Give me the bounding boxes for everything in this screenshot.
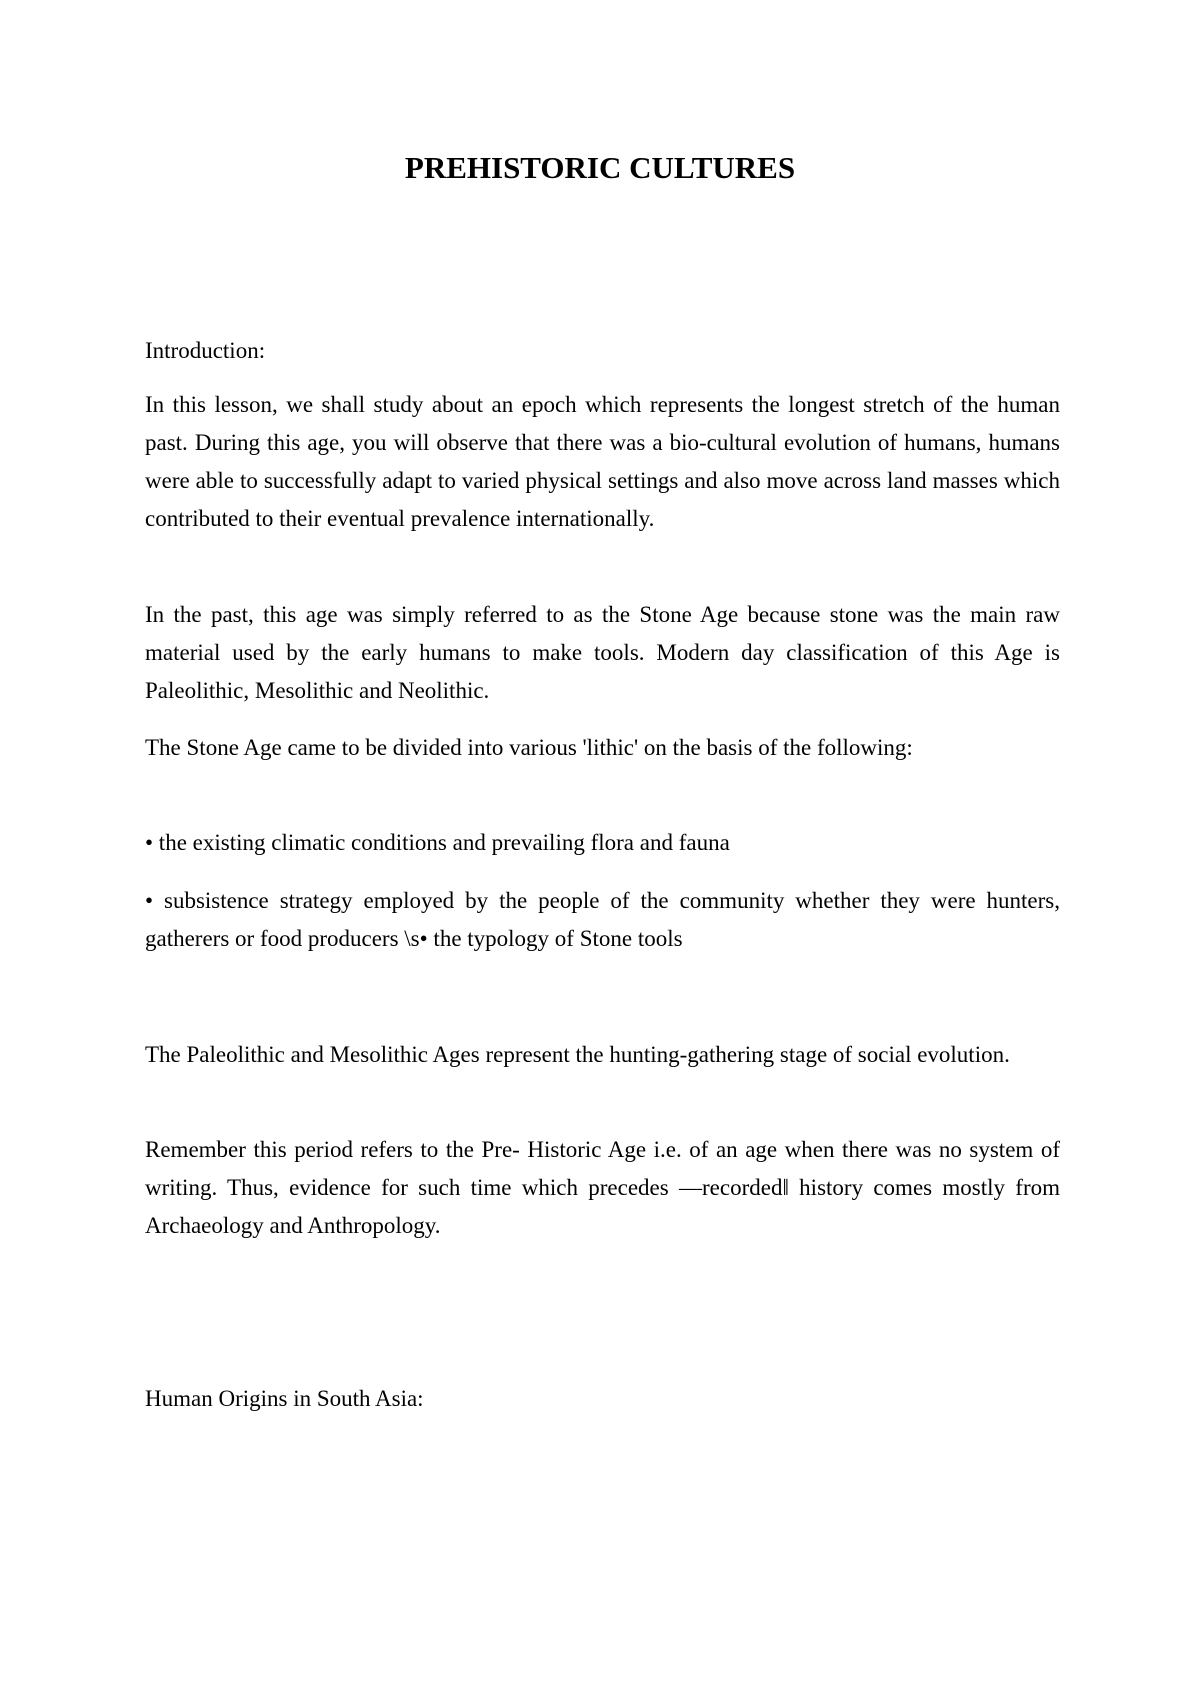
paragraph-hunting-gathering: The Paleolithic and Mesolithic Ages represent the hunting-gathering stage of social evolution. [145, 1042, 1010, 1067]
introduction-heading: Introduction: [145, 338, 266, 363]
paragraph-epoch: In this lesson, we shall study about an epoch which represents the longest stretch of the human past. During this age, you will observe that there was a bio-cultural evolution of humans, humans were able to successfully adapt to varied physical settings and also move across land masses which contributed to their eventual prevalence internationally. [145, 392, 1060, 531]
paragraph-prehistoric-age: Remember this period refers to the Pre- Historic Age i.e. of an age when there was no system of writing. Thus, evidence for such time which precedes —recorded‖ history comes mostly from Archaeology and Anthropology. [145, 1137, 1060, 1238]
bullet-climatic-conditions: • the existing climatic conditions and prevailing flora and fauna [145, 830, 730, 855]
paragraph-lithic-division: The Stone Age came to be divided into various 'lithic' on the basis of the following: [145, 735, 913, 760]
bullet-subsistence-strategy: • subsistence strategy employed by the people of the community whether they were hunters, gatherers or food producers \s• the typology of Stone tools [145, 888, 1060, 951]
document-title: PREHISTORIC CULTURES [404, 150, 796, 185]
human-origins-heading: Human Origins in South Asia: [145, 1386, 424, 1411]
paragraph-stone-age: In the past, this age was simply referred to as the Stone Age because stone was the main raw material used by the early humans to make tools. Modern day classification of this Age is Paleolithic, Mesolithic and Neolithic. [145, 602, 1060, 703]
